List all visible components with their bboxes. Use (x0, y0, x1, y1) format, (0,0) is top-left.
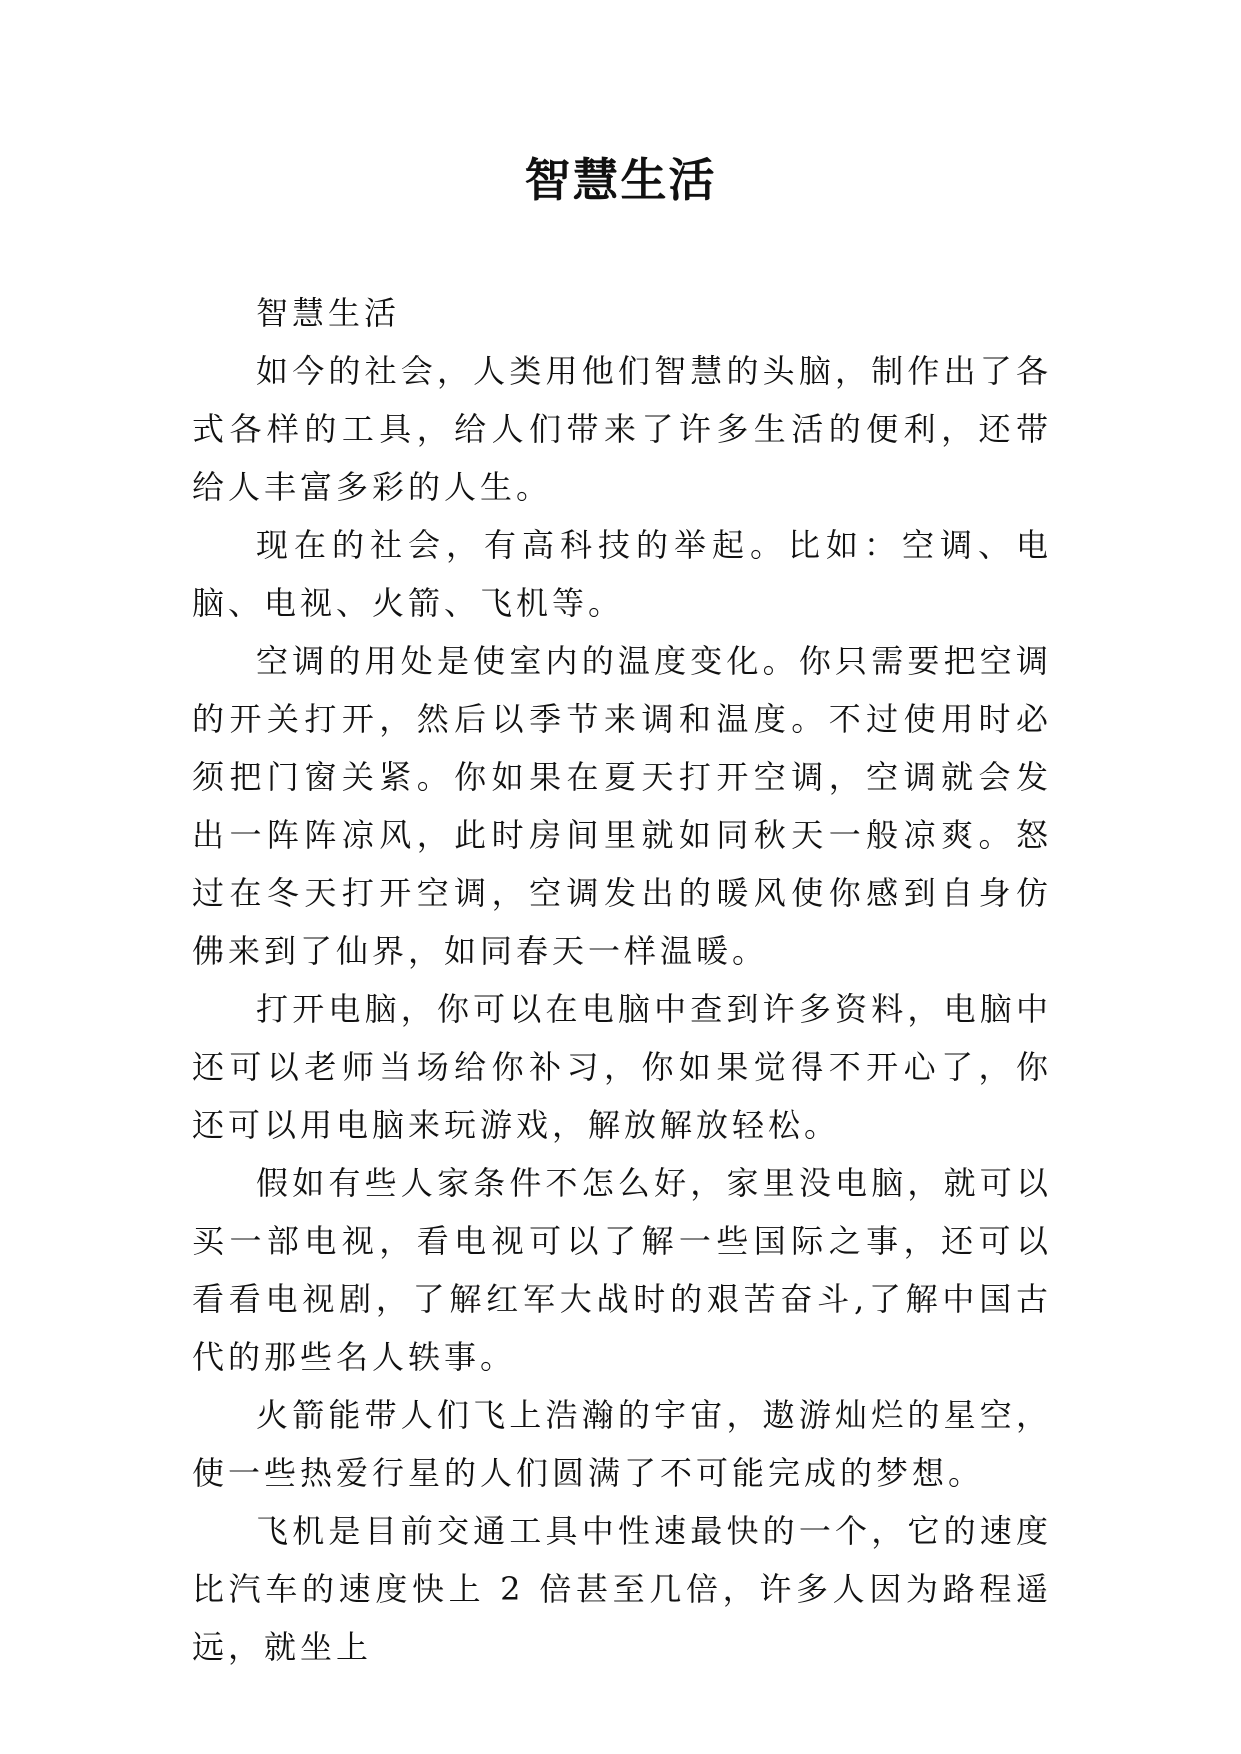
paragraph: 飞机是目前交通工具中性速最快的一个，它的速度比汽车的速度快上 2 倍甚至几倍，许多人因为路程遥远，就坐上 (192, 1512, 1052, 1666)
paragraph: 现在的社会，有高科技的举起。比如：空调、电脑、电视、火箭、飞机等。 (192, 526, 1052, 622)
paragraph: 打开电脑，你可以在电脑中查到许多资料，电脑中还可以老师当场给你补习，你如果觉得不开心了，你还可以用电脑来玩游戏，解放解放轻松。 (192, 990, 1052, 1144)
paragraph: 如今的社会，人类用他们智慧的头脑，制作出了各式各样的工具，给人们带来了许多生活的便利，还带给人丰富多彩的人生。 (192, 352, 1052, 506)
paragraph: 火箭能带人们飞上浩瀚的宇宙，遨游灿烂的星空，使一些热爱行星的人们圆满了不可能完成的梦想。 (192, 1396, 1052, 1492)
paragraph: 假如有些人家条件不怎么好，家里没电脑，就可以买一部电视，看电视可以了解一些国际之事，还可以看看电视剧，了解红军大战时的艰苦奋斗,了解中国古代的那些名人轶事。 (192, 1164, 1052, 1376)
paragraph-subtitle: 智慧生活 (256, 294, 401, 332)
document-title: 智慧生活 (524, 153, 717, 207)
paragraph: 空调的用处是使室内的温度变化。你只需要把空调的开关打开，然后以季节来调和温度。不过使用时必须把门窗关紧。你如果在夏天打开空调，空调就会发出一阵阵凉风，此时房间里就如同秋天一般凉爽。怒过在冬天打开空调，空调发出的暖风使你感到自身仿佛来到了仙界，如同春天一样温暖。 (192, 642, 1052, 970)
document-body (192, 284, 1052, 1676)
